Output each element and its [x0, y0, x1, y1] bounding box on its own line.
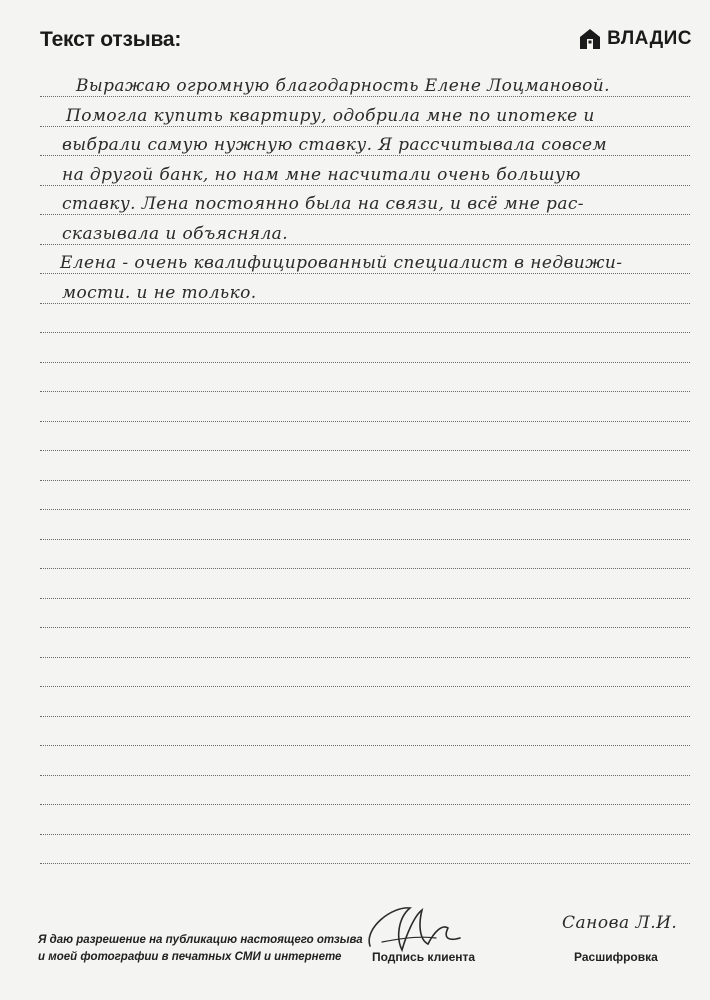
ruled-line	[40, 421, 690, 422]
consent-line: и моей фотографии в печатных СМИ и интернете	[38, 951, 342, 963]
ruled-line	[40, 480, 690, 481]
ruled-line	[40, 568, 690, 569]
name-decoding-value: Санова Л.И.	[562, 913, 678, 933]
ruled-line	[40, 539, 690, 540]
signature-caption: Подпись клиента	[372, 950, 476, 964]
ruled-line	[40, 185, 690, 186]
ruled-line	[40, 686, 690, 687]
review-line: на другой банк, но нам мне насчитали очень большую	[62, 164, 581, 185]
review-line: Выражаю огромную благодарность Елене Лоцмановой.	[76, 76, 610, 96]
ruled-line	[40, 863, 690, 864]
ruled-line	[40, 450, 690, 451]
review-line: Елена - очень квалифицированный специалист в недвижи-	[60, 253, 623, 273]
client-signature	[362, 898, 467, 956]
ruled-line	[40, 598, 690, 599]
decoding-caption: Расшифровка	[574, 950, 658, 964]
ruled-line	[40, 332, 690, 333]
ruled-line	[40, 716, 690, 717]
review-line: выбрали самую нужную ставку. Я рассчитывала совсем	[62, 135, 607, 155]
ruled-line	[40, 627, 690, 628]
ruled-line	[40, 745, 690, 746]
ruled-line	[40, 391, 690, 392]
brand-logo	[579, 28, 692, 50]
ruled-line	[40, 775, 690, 776]
ruled-line	[40, 155, 690, 156]
ruled-line	[40, 509, 690, 510]
ruled-line	[40, 244, 690, 245]
consent-line: Я даю разрешение на публикацию настоящего отзыва	[38, 934, 363, 946]
ruled-line	[40, 96, 690, 97]
house-logo-icon	[579, 28, 601, 50]
ruled-line	[40, 303, 690, 304]
form-title: Текст отзыва:	[40, 28, 182, 51]
ruled-line	[40, 126, 690, 127]
brand-name: ВЛАДИС	[607, 28, 692, 49]
ruled-line	[40, 804, 690, 805]
review-line: Помогла купить квартиру, одобрила мне по ипотеке и	[66, 105, 595, 126]
review-line: мости. и не только.	[62, 282, 257, 303]
ruled-line	[40, 362, 690, 363]
ruled-line	[40, 834, 690, 835]
review-line: сказывала и объясняла.	[62, 223, 289, 244]
publication-consent	[38, 932, 363, 966]
ruled-line	[40, 273, 690, 274]
ruled-line	[40, 657, 690, 658]
review-line: ставку. Лена постоянно была на связи, и всё мне рас-	[62, 194, 584, 214]
ruled-line	[40, 214, 690, 215]
